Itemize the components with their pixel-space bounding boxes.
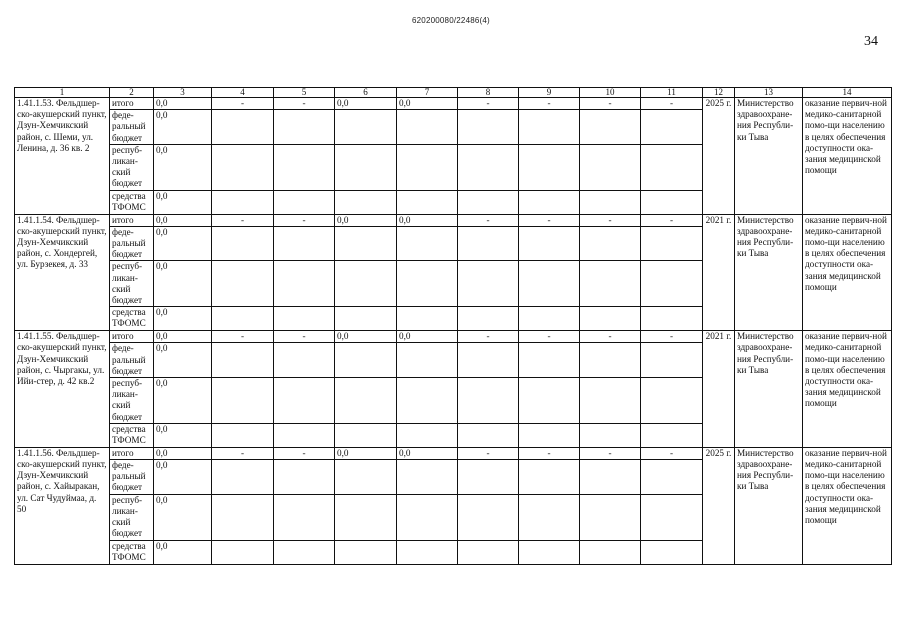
empty-cell — [397, 494, 458, 540]
empty-cell — [397, 423, 458, 447]
empty-cell — [580, 144, 641, 190]
value-col3: 0,0 — [154, 226, 212, 261]
empty-cell — [519, 190, 580, 214]
col-header-8: 8 — [458, 88, 519, 98]
source-federal-label: феде-ральный бюджет — [110, 110, 154, 145]
col-header-13: 13 — [735, 88, 803, 98]
purpose-text: оказание первич-ной медико-санитарной помо-щи населению в целях обеспечения доступности ока-зания медицинской помощи — [803, 98, 892, 215]
empty-cell — [274, 307, 335, 331]
empty-cell — [519, 226, 580, 261]
purpose-text: оказание первич-ной медико-санитарной помо-щи населению в целях обеспечения доступности ока-зания медицинской помощи — [803, 214, 892, 331]
col-header-7: 7 — [397, 88, 458, 98]
empty-cell — [335, 540, 397, 564]
page-number: 34 — [864, 34, 878, 49]
completion-year: 2021 г. — [703, 214, 735, 331]
value-col3: 0,0 — [154, 98, 212, 110]
value-col3: 0,0 — [154, 447, 212, 459]
value-col10: - — [580, 214, 641, 226]
empty-cell — [335, 110, 397, 145]
source-republic-label: респуб-ликан-ский бюджет — [110, 144, 154, 190]
col-header-11: 11 — [641, 88, 703, 98]
empty-cell — [580, 343, 641, 378]
empty-cell — [641, 226, 703, 261]
value-col3: 0,0 — [154, 214, 212, 226]
empty-cell — [335, 460, 397, 495]
value-col11: - — [641, 331, 703, 343]
empty-cell — [458, 460, 519, 495]
empty-cell — [212, 307, 274, 331]
col-header-1: 1 — [15, 88, 110, 98]
empty-cell — [580, 494, 641, 540]
empty-cell — [397, 110, 458, 145]
source-republic-label: респуб-ликан-ский бюджет — [110, 494, 154, 540]
value-col11: - — [641, 98, 703, 110]
value-col4: - — [212, 447, 274, 459]
completion-year: 2025 г. — [703, 447, 735, 564]
source-republic-label: респуб-ликан-ский бюджет — [110, 261, 154, 307]
table-row-total — [15, 331, 892, 343]
column-number-row — [15, 88, 892, 98]
empty-cell — [335, 343, 397, 378]
source-total-label: итого — [110, 447, 154, 459]
empty-cell — [335, 494, 397, 540]
empty-cell — [458, 494, 519, 540]
source-tfoms-label: средства ТФОМС — [110, 307, 154, 331]
purpose-text: оказание первич-ной медико-санитарной помо-щи населению в целях обеспечения доступности ока-зания медицинской помощи — [803, 447, 892, 564]
empty-cell — [397, 540, 458, 564]
empty-cell — [641, 190, 703, 214]
empty-cell — [274, 540, 335, 564]
value-col4: - — [212, 214, 274, 226]
empty-cell — [274, 423, 335, 447]
value-col5: - — [274, 331, 335, 343]
completion-year: 2021 г. — [703, 331, 735, 448]
value-col7: 0,0 — [397, 214, 458, 226]
empty-cell — [335, 226, 397, 261]
value-col3: 0,0 — [154, 331, 212, 343]
empty-cell — [458, 190, 519, 214]
empty-cell — [641, 307, 703, 331]
value-col3: 0,0 — [154, 110, 212, 145]
table-row-total — [15, 447, 892, 459]
empty-cell — [641, 261, 703, 307]
empty-cell — [519, 110, 580, 145]
empty-cell — [212, 144, 274, 190]
value-col9: - — [519, 447, 580, 459]
value-col8: - — [458, 98, 519, 110]
empty-cell — [335, 190, 397, 214]
responsible-ministry: Министерство здравоохране-ния Республи-ки Тыва — [735, 331, 803, 448]
value-col9: - — [519, 331, 580, 343]
empty-cell — [641, 460, 703, 495]
empty-cell — [519, 343, 580, 378]
source-federal-label: феде-ральный бюджет — [110, 460, 154, 495]
empty-cell — [212, 261, 274, 307]
empty-cell — [519, 540, 580, 564]
value-col5: - — [274, 98, 335, 110]
empty-cell — [519, 494, 580, 540]
value-col3: 0,0 — [154, 378, 212, 424]
empty-cell — [212, 423, 274, 447]
empty-cell — [519, 378, 580, 424]
col-header-4: 4 — [212, 88, 274, 98]
empty-cell — [458, 110, 519, 145]
empty-cell — [458, 226, 519, 261]
value-col8: - — [458, 214, 519, 226]
empty-cell — [274, 144, 335, 190]
empty-cell — [519, 307, 580, 331]
empty-cell — [335, 378, 397, 424]
empty-cell — [274, 378, 335, 424]
empty-cell — [397, 190, 458, 214]
empty-cell — [212, 226, 274, 261]
value-col3: 0,0 — [154, 190, 212, 214]
col-header-12: 12 — [703, 88, 735, 98]
document-id: 620200080/22486(4) — [412, 16, 490, 25]
empty-cell — [458, 261, 519, 307]
empty-cell — [580, 423, 641, 447]
empty-cell — [641, 423, 703, 447]
source-total-label: итого — [110, 214, 154, 226]
empty-cell — [212, 378, 274, 424]
empty-cell — [458, 540, 519, 564]
empty-cell — [519, 460, 580, 495]
value-col11: - — [641, 214, 703, 226]
col-header-6: 6 — [335, 88, 397, 98]
empty-cell — [274, 261, 335, 307]
source-tfoms-label: средства ТФОМС — [110, 190, 154, 214]
value-col3: 0,0 — [154, 343, 212, 378]
source-tfoms-label: средства ТФОМС — [110, 540, 154, 564]
value-col5: - — [274, 214, 335, 226]
empty-cell — [212, 540, 274, 564]
empty-cell — [580, 226, 641, 261]
empty-cell — [212, 460, 274, 495]
empty-cell — [397, 343, 458, 378]
empty-cell — [641, 110, 703, 145]
empty-cell — [335, 144, 397, 190]
empty-cell — [458, 307, 519, 331]
empty-cell — [335, 423, 397, 447]
value-col10: - — [580, 98, 641, 110]
value-col3: 0,0 — [154, 494, 212, 540]
value-col3: 0,0 — [154, 540, 212, 564]
value-col7: 0,0 — [397, 331, 458, 343]
value-col3: 0,0 — [154, 307, 212, 331]
col-header-14: 14 — [803, 88, 892, 98]
empty-cell — [519, 261, 580, 307]
value-col5: - — [274, 447, 335, 459]
col-header-5: 5 — [274, 88, 335, 98]
value-col10: - — [580, 447, 641, 459]
empty-cell — [641, 343, 703, 378]
empty-cell — [397, 307, 458, 331]
table-row-total — [15, 98, 892, 110]
responsible-ministry: Министерство здравоохране-ния Республи-ки Тыва — [735, 214, 803, 331]
value-col6: 0,0 — [335, 447, 397, 459]
empty-cell — [580, 307, 641, 331]
facility-name: 1.41.1.53. Фельдшер-ско-акушерский пункт, Дзун-Хемчикский район, с. Шеми, ул. Ленина, д. 36 кв. 2 — [15, 98, 110, 215]
value-col8: - — [458, 447, 519, 459]
value-col4: - — [212, 331, 274, 343]
empty-cell — [335, 261, 397, 307]
value-col3: 0,0 — [154, 261, 212, 307]
col-header-9: 9 — [519, 88, 580, 98]
value-col6: 0,0 — [335, 98, 397, 110]
empty-cell — [335, 307, 397, 331]
empty-cell — [397, 144, 458, 190]
value-col3: 0,0 — [154, 144, 212, 190]
empty-cell — [519, 423, 580, 447]
table-row-total — [15, 214, 892, 226]
empty-cell — [458, 343, 519, 378]
empty-cell — [212, 494, 274, 540]
empty-cell — [397, 460, 458, 495]
source-republic-label: респуб-ликан-ский бюджет — [110, 378, 154, 424]
facility-name: 1.41.1.54. Фельдшер-ско-акушерский пункт, Дзун-Хемчикский район, с. Хондергей, ул. Бурзекея, д. 33 — [15, 214, 110, 331]
source-tfoms-label: средства ТФОМС — [110, 423, 154, 447]
value-col7: 0,0 — [397, 447, 458, 459]
value-col11: - — [641, 447, 703, 459]
empty-cell — [458, 378, 519, 424]
completion-year: 2025 г. — [703, 98, 735, 215]
source-total-label: итого — [110, 331, 154, 343]
col-header-3: 3 — [154, 88, 212, 98]
empty-cell — [212, 190, 274, 214]
source-federal-label: феде-ральный бюджет — [110, 226, 154, 261]
empty-cell — [458, 144, 519, 190]
responsible-ministry: Министерство здравоохране-ния Республи-ки Тыва — [735, 98, 803, 215]
source-federal-label: феде-ральный бюджет — [110, 343, 154, 378]
responsible-ministry: Министерство здравоохране-ния Республи-ки Тыва — [735, 447, 803, 564]
empty-cell — [274, 226, 335, 261]
facility-name: 1.41.1.55. Фельдшер-ско-акушерский пункт, Дзун-Хемчикский район, с. Чыргакы, ул. Ийи-стер, д. 42 кв.2 — [15, 331, 110, 448]
empty-cell — [212, 110, 274, 145]
empty-cell — [397, 226, 458, 261]
empty-cell — [274, 190, 335, 214]
value-col6: 0,0 — [335, 331, 397, 343]
purpose-text: оказание первич-ной медико-санитарной помо-щи населению в целях обеспечения доступности ока-зания медицинской помощи — [803, 331, 892, 448]
empty-cell — [580, 261, 641, 307]
facility-name: 1.41.1.56. Фельдшер-ско-акушерский пункт, Дзун-Хемчикский район, с. Хайыракан, ул. Сат Чудуймаа, д. 50 — [15, 447, 110, 564]
empty-cell — [580, 110, 641, 145]
empty-cell — [274, 460, 335, 495]
empty-cell — [580, 190, 641, 214]
value-col3: 0,0 — [154, 460, 212, 495]
empty-cell — [641, 540, 703, 564]
empty-cell — [274, 494, 335, 540]
empty-cell — [580, 540, 641, 564]
value-col8: - — [458, 331, 519, 343]
empty-cell — [580, 460, 641, 495]
value-col9: - — [519, 214, 580, 226]
col-header-2: 2 — [110, 88, 154, 98]
empty-cell — [212, 343, 274, 378]
empty-cell — [641, 378, 703, 424]
program-table — [14, 87, 892, 565]
empty-cell — [641, 494, 703, 540]
value-col9: - — [519, 98, 580, 110]
empty-cell — [458, 423, 519, 447]
empty-cell — [641, 144, 703, 190]
empty-cell — [274, 343, 335, 378]
empty-cell — [519, 144, 580, 190]
empty-cell — [580, 378, 641, 424]
value-col3: 0,0 — [154, 423, 212, 447]
value-col7: 0,0 — [397, 98, 458, 110]
empty-cell — [397, 261, 458, 307]
empty-cell — [397, 378, 458, 424]
value-col6: 0,0 — [335, 214, 397, 226]
source-total-label: итого — [110, 98, 154, 110]
value-col4: - — [212, 98, 274, 110]
col-header-10: 10 — [580, 88, 641, 98]
value-col10: - — [580, 331, 641, 343]
empty-cell — [274, 110, 335, 145]
